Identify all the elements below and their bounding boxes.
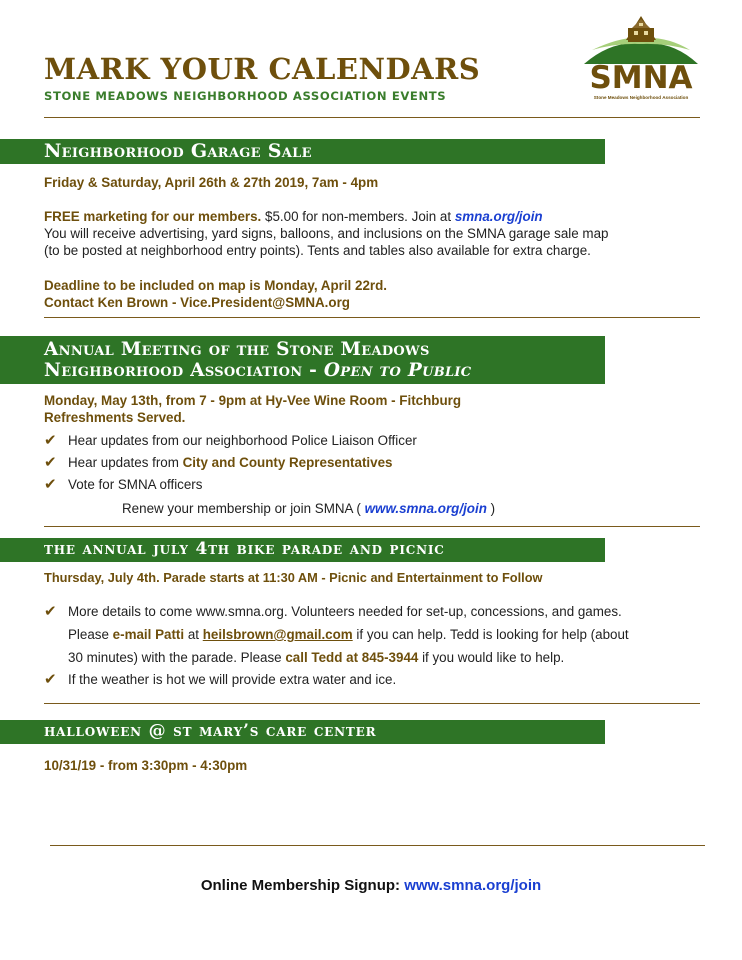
section-banner-halloween — [0, 720, 605, 744]
parade-bullet-2: If the weather is hot we will provide extra water and ice. — [68, 672, 397, 687]
garage-sale-pricing — [44, 209, 543, 224]
representatives-highlight: City and County Representatives — [182, 455, 393, 470]
garage-sale-date: Friday & Saturday, April 26th & 27th 2019, 7am - 4pm — [44, 175, 379, 190]
section-title — [44, 339, 471, 381]
text-part: 30 minutes) with the parade. Please — [68, 650, 286, 665]
section-title-line1: Annual Meeting of the Stone Meadows — [44, 339, 430, 360]
garage-sale-contact: Contact Ken Brown - Vice.President@SMNA.org — [44, 295, 350, 310]
renew-suffix: ) — [486, 501, 496, 516]
divider — [44, 117, 700, 118]
parade-bullet-1-line2 — [68, 627, 629, 642]
renew-text: Renew your membership or join SMNA ( — [122, 501, 365, 516]
renew-join-link[interactable]: www.smna.org/join — [364, 501, 487, 516]
checkmark-icon: ✔ — [44, 432, 57, 449]
footer-join-link[interactable]: www.smna.org/join — [404, 877, 542, 894]
text-part: if you can help. Tedd is looking for help (about — [352, 627, 629, 642]
parade-bullet-1-line3 — [68, 650, 564, 665]
title-part: Neighborhood Association - — [44, 360, 324, 381]
section-title: the annual july 4th bike parade and picnic — [44, 539, 445, 559]
checkmark-icon: ✔ — [44, 603, 57, 620]
section-banner-bike-parade — [0, 538, 605, 562]
text-part: at — [184, 627, 203, 642]
call-tedd-text: call Tedd at 845-3944 — [285, 650, 419, 665]
garage-sale-deadline: Deadline to be included on map is Monday, April 22rd. — [44, 278, 387, 293]
section-title: Neighborhood Garage Sale — [44, 140, 312, 162]
email-patti-text: e-mail Patti — [112, 627, 185, 642]
meeting-refreshments: Refreshments Served. — [44, 410, 186, 425]
section-banner-annual-meeting — [0, 336, 605, 384]
meeting-bullet-2 — [68, 455, 392, 470]
divider — [50, 845, 705, 846]
logo-tagline: Stone Meadows Neighborhood Association — [593, 95, 689, 100]
page-subtitle: STONE MEADOWS NEIGHBORHOOD ASSOCIATION EVENTS — [44, 89, 447, 103]
free-marketing-text: FREE marketing for our members. — [44, 209, 262, 224]
checkmark-icon: ✔ — [44, 476, 57, 493]
non-member-text: $5.00 for non-members. Join at — [261, 209, 455, 224]
checkmark-icon: ✔ — [44, 671, 57, 688]
renew-membership-line — [122, 501, 495, 516]
section-banner-garage-sale — [0, 139, 605, 164]
divider — [44, 703, 700, 704]
house-hill-icon — [582, 10, 700, 66]
garage-sale-desc-1: You will receive advertising, yard signs, balloons, and inclusions on the SMNA garage sale map — [44, 226, 609, 241]
footer-label: Online Membership Signup: — [200, 877, 405, 894]
halloween-date: 10/31/19 - from 3:30pm - 4:30pm — [44, 758, 248, 773]
page-title: MARK YOUR CALENDARS — [44, 52, 481, 86]
join-link[interactable]: smna.org/join — [454, 209, 543, 224]
text-part: Please — [68, 627, 113, 642]
parade-bullet-1-line1: More details to come www.smna.org. Volunteers needed for set-up, concessions, and games. — [68, 604, 622, 619]
footer-signup — [0, 877, 742, 894]
logo-wordmark: SMNA — [589, 60, 693, 96]
email-link[interactable]: heilsbrown@gmail.com — [202, 627, 353, 642]
meeting-date: Monday, May 13th, from 7 - 9pm at Hy-Vee Wine Room - Fitchburg — [44, 393, 462, 408]
divider — [44, 317, 700, 318]
bullet-text-part: Hear updates from — [68, 455, 183, 470]
open-to-public-text: Open to Public — [323, 360, 472, 381]
section-title-line2 — [44, 360, 471, 381]
section-title: halloween @ st mary’s care center — [44, 721, 377, 741]
garage-sale-desc-2: (to be posted at neighborhood entry points). Tents and tables also available for extra charge. — [44, 243, 591, 258]
meeting-bullet-3: Vote for SMNA officers — [68, 477, 203, 492]
divider — [44, 526, 700, 527]
parade-date: Thursday, July 4th. Parade starts at 11:30 AM - Picnic and Entertainment to Follow — [44, 570, 543, 585]
text-part: if you would like to help. — [418, 650, 565, 665]
meeting-bullet-1: Hear updates from our neighborhood Police Liaison Officer — [68, 433, 417, 448]
checkmark-icon: ✔ — [44, 454, 57, 471]
smna-logo — [582, 10, 700, 104]
